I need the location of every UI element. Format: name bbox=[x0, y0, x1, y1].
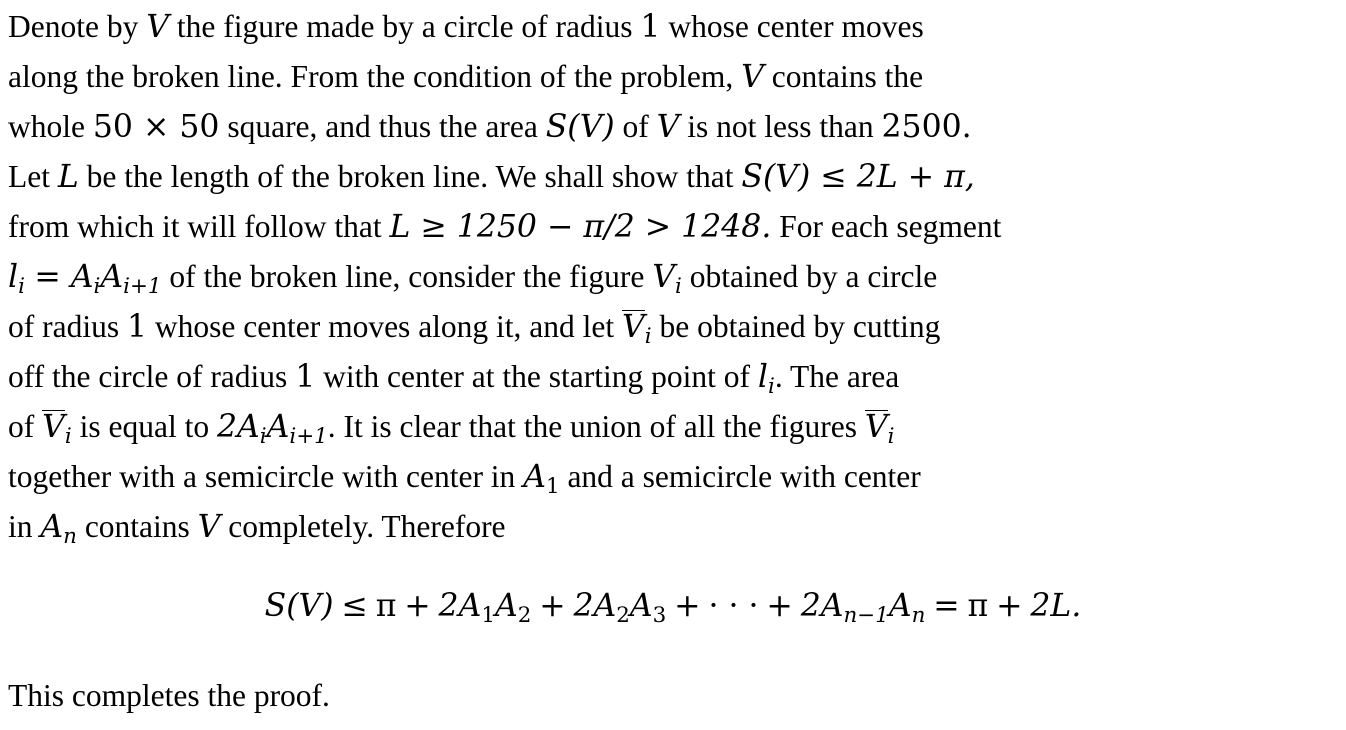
text-run: of the broken line, consider the figure bbox=[169, 259, 645, 294]
text-run: obtained by a circle bbox=[689, 259, 938, 294]
paragraph-line-11 bbox=[8, 502, 1342, 552]
math-subscript-i: i bbox=[18, 273, 25, 299]
math-segment-endpoint-b: A bbox=[100, 259, 124, 295]
text-run: square, and thus the area bbox=[227, 109, 538, 144]
text-run: For each segment bbox=[779, 209, 1002, 244]
paragraph-line-2 bbox=[8, 52, 1342, 102]
paragraph-line-5 bbox=[8, 202, 1342, 252]
math-var-V: V bbox=[146, 9, 169, 45]
math-area-SV: S(V) bbox=[545, 109, 615, 145]
text-run: and a semicircle with center bbox=[567, 459, 921, 494]
equation-operator-plus: + bbox=[766, 588, 793, 624]
text-run: of radius bbox=[8, 309, 120, 344]
text-run: completely. Therefore bbox=[228, 509, 506, 544]
math-subscript-3: 3 bbox=[652, 602, 667, 628]
math-number-1: 1 bbox=[126, 309, 148, 345]
text-run: of bbox=[8, 409, 35, 444]
math-number-1: 1 bbox=[295, 359, 316, 395]
text-run: from which it will follow that bbox=[8, 209, 382, 244]
display-equation bbox=[0, 588, 1346, 628]
text-run: be the length of the broken line. We shall show that bbox=[86, 159, 734, 194]
text-run: along the broken line. From the condition of the problem, bbox=[8, 59, 734, 94]
math-subscript-i: i bbox=[259, 423, 267, 449]
math-subscript-i-plus-1: i+1 bbox=[289, 423, 328, 449]
math-subscript-n: n bbox=[63, 523, 77, 549]
math-subscript-1: 1 bbox=[481, 602, 495, 628]
text-run: contains bbox=[84, 509, 190, 544]
equation-pi: π bbox=[967, 588, 989, 624]
text-run: with center at the starting point of bbox=[323, 359, 750, 394]
math-number-2500: 2500. bbox=[881, 109, 972, 145]
equation-pi: π bbox=[375, 588, 397, 624]
paragraph-line-1 bbox=[8, 2, 1342, 52]
proof-paragraph bbox=[8, 2, 1342, 552]
equation-lhs-SV: S(V) bbox=[264, 588, 334, 624]
math-segment-l: l bbox=[757, 359, 768, 395]
math-var-V: V bbox=[197, 509, 221, 545]
equation-operator-leq: ≤ bbox=[341, 588, 368, 624]
math-subscript-i: i bbox=[93, 273, 101, 299]
math-number-1: 1 bbox=[640, 9, 661, 45]
math-var-V: V bbox=[741, 59, 764, 95]
math-term-2A: 2A bbox=[216, 409, 260, 445]
equation-term-A2: A bbox=[494, 588, 518, 624]
text-run: is not less than bbox=[687, 109, 874, 144]
text-run: whose center moves bbox=[668, 9, 924, 44]
text-run: Let bbox=[8, 159, 50, 194]
math-subscript-n: n bbox=[911, 602, 926, 628]
paragraph-line-9 bbox=[8, 402, 1342, 452]
closing-sentence: This completes the proof. bbox=[8, 678, 330, 713]
text-run: be obtained by cutting bbox=[659, 309, 941, 344]
math-inequality-length: L ≥ 1250 − π/2 > 1248. bbox=[389, 209, 772, 245]
equation-term-An: A bbox=[888, 588, 912, 624]
equation-term-A3: A bbox=[629, 588, 653, 624]
text-run: whole bbox=[8, 109, 85, 144]
text-run: of bbox=[622, 109, 649, 144]
math-inequality-area: S(V) ≤ 2L + π, bbox=[741, 159, 975, 195]
math-segment-l: l bbox=[8, 259, 19, 295]
math-subscript-i-plus-1: i+1 bbox=[123, 273, 162, 299]
math-subscript-2: 2 bbox=[517, 602, 532, 628]
text-run: whose center moves along it, and let bbox=[154, 309, 615, 344]
math-var-V-bar: V bbox=[42, 409, 65, 445]
math-subscript-1: 1 bbox=[545, 473, 560, 499]
text-run: together with a semicircle with center in bbox=[8, 459, 516, 494]
math-subscript-i: i bbox=[887, 423, 895, 449]
math-subscript-i: i bbox=[64, 423, 72, 449]
paragraph-line-10 bbox=[8, 452, 1342, 502]
math-point-An: A bbox=[40, 509, 64, 545]
math-var-V-bar: V bbox=[864, 409, 888, 445]
text-run: off the circle of radius bbox=[8, 359, 288, 394]
paragraph-line-3 bbox=[8, 102, 1342, 152]
math-var-V: V bbox=[656, 109, 680, 145]
text-run: . The area bbox=[774, 359, 900, 394]
text-run: . It is clear that the union of all the figures bbox=[327, 409, 857, 444]
math-subscript-i: i bbox=[644, 323, 652, 349]
math-subscript-2: 2 bbox=[616, 602, 630, 628]
math-subscript-i: i bbox=[675, 273, 682, 299]
text-run: Denote by bbox=[8, 9, 139, 44]
paragraph-line-7 bbox=[8, 302, 1342, 352]
equation-rhs-2L: 2L. bbox=[1030, 588, 1082, 624]
equation-operator-plus: + bbox=[674, 588, 701, 624]
equation-term-2An-1: 2A bbox=[800, 588, 844, 624]
equation-operator-plus: + bbox=[539, 588, 566, 624]
paragraph-line-4 bbox=[8, 152, 1342, 202]
math-square-dims: 50 × 50 bbox=[92, 109, 220, 145]
text-run: is equal to bbox=[79, 409, 210, 444]
math-var-L: L bbox=[57, 159, 79, 195]
equation-term-2A1: 2A bbox=[438, 588, 482, 624]
text-run: the figure made by a circle of radius bbox=[176, 9, 633, 44]
equation-operator-plus: + bbox=[404, 588, 431, 624]
math-point-A1: A bbox=[523, 459, 546, 495]
paragraph-line-8 bbox=[8, 352, 1342, 402]
equation-operator-plus: + bbox=[996, 588, 1023, 624]
math-term-A: A bbox=[266, 409, 290, 445]
text-run: contains the bbox=[771, 59, 924, 94]
math-var-V-bar: V bbox=[622, 309, 645, 345]
math-var-Vi: V bbox=[652, 259, 676, 295]
math-subscript-i: i bbox=[767, 373, 775, 399]
equation-term-2A2: 2A bbox=[573, 588, 617, 624]
equation-ellipsis: · · · bbox=[708, 588, 759, 624]
math-subscript-n-minus-1: n−1 bbox=[843, 602, 889, 628]
paragraph-line-6 bbox=[8, 252, 1342, 302]
text-run: in bbox=[8, 509, 33, 544]
equation-operator-equals: = bbox=[933, 588, 960, 624]
math-segment-endpoint-a: = A bbox=[34, 259, 94, 295]
